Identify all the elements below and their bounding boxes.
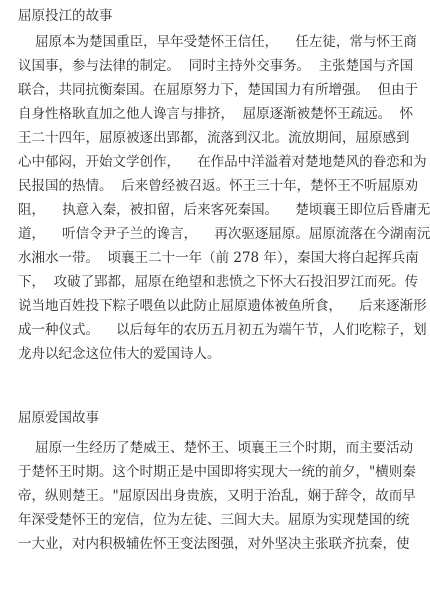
paragraph-line: 议国事，参与法律的制定。 同时主持外交事务。 主张楚国与齐国 — [18, 58, 414, 74]
paragraph-line: 阻， 执意入秦，被扣留，后来客死秦国。 楚顷襄王即位后昏庸无 — [18, 202, 430, 218]
section-title-2: 屈原爱国故事 — [18, 410, 99, 426]
paragraph-line: 道， 听信令尹子兰的谗言， 再次驱逐屈原。屈原流落在今湖南沅 — [18, 226, 430, 242]
paragraph-line: 屈原本为楚国重臣，早年受楚怀王信任， 任左徒，常与怀王商 — [18, 34, 417, 50]
section-title-1: 屈原投江的故事 — [18, 8, 113, 24]
paragraph-line: 心中郁闷，开始文学创作， 在作品中洋溢着对楚地楚风的眷恋和为 — [18, 154, 427, 170]
paragraph-line: 年深受楚怀王的宠信，位为左徒、三闾大夫。屈原为实现楚国的统 — [18, 512, 410, 528]
paragraph-line: 下， 攻破了郢都，屈原在绝望和悲愤之下怀大石投汨罗江而死。传 — [18, 274, 419, 290]
paragraph-line: 水湘水一带。 顷襄王二十一年（前 278 年），秦国大将白起挥兵南 — [18, 250, 419, 266]
paragraph-line: 屈原一生经历了楚威王、楚怀王、顷襄王三个时期，而主要活动 — [18, 440, 414, 456]
paragraph-line: 于楚怀王时期。这个时期正是中国即将实现大一统的前夕，"横则秦 — [18, 464, 416, 480]
paragraph-line: 联合，共同抗衡秦国。在屈原努力下，楚国国力有所增强。 但由于 — [18, 82, 419, 98]
paragraph-line: 龙舟以纪念这位伟大的爱国诗人。 — [18, 346, 221, 362]
document — [18, 6, 430, 556]
paragraph-line: 自身性格耿直加之他人谗言与排挤， 屈原逐渐被楚怀王疏远。 怀 — [18, 106, 414, 122]
paragraph-line: 王二十四年，屈原被逐出郢都，流落到汉北。流放期间，屈原感到 — [18, 130, 410, 146]
paragraph-line: 说当地百姓投下粽子喂鱼以此防止屈原遗体被鱼所食， 后来逐渐形 — [18, 298, 427, 314]
paragraph-line: 民报国的热情。 后来曾经被召返。怀王三十年，楚怀王不听屈原劝 — [18, 178, 419, 194]
paragraph-line: 帝，纵则楚王。"屈原因出身贵族，又明于治乱，娴于辞令，故而早 — [18, 488, 416, 504]
section-body-2 — [18, 436, 416, 556]
section-spacer — [18, 366, 386, 408]
paragraph-line: 成一种仪式。 以后每年的农历五月初五为端午节，人们吃粽子，划 — [18, 322, 427, 338]
section-body-1 — [18, 30, 430, 366]
paragraph-line: 一大业，对内积极辅佐怀王变法图强，对外坚决主张联齐抗秦，使 — [18, 536, 410, 552]
